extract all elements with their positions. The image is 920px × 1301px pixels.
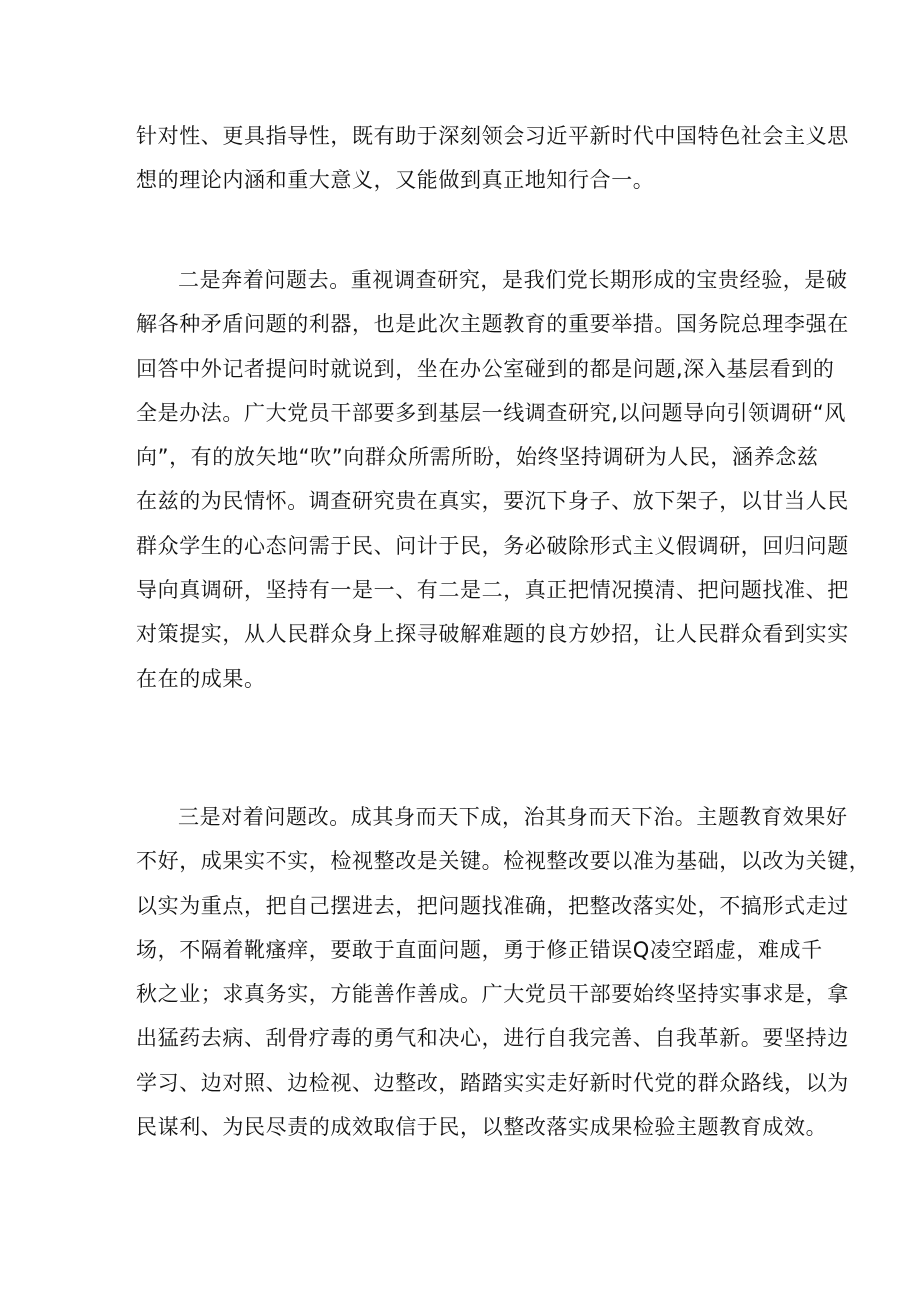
text-line: 解各种矛盾问题的利器，也是此次主题教育的重要举措。国务院总理李强在 bbox=[136, 312, 849, 337]
text-line: 在兹的为民情怀。调查研究贵在真实，要沉下身子、放下架子，以甘当人民 bbox=[136, 489, 849, 514]
text-line: 场，不隔着靴瘙痒，要敢于直面问题，勇于修正错误Q凌空蹈虚，难成千 bbox=[136, 937, 823, 962]
text-line: 学习、边对照、边检视、边整改，踏踏实实走好新时代党的群众路线，以为 bbox=[136, 1070, 849, 1095]
text-line: 秋之业；求真务实，方能善作善成。广大党员干部要始终坚持实事求是，拿 bbox=[136, 982, 849, 1007]
text-line: 导向真调研，坚持有一是一、有二是二，真正把情况摸清、把问题找准、把 bbox=[136, 578, 849, 603]
text-line: 在在的成果。 bbox=[136, 666, 266, 691]
text-line: 二是奔着问题去。重视调查研究，是我们党长期形成的宝贵经验，是破 bbox=[178, 268, 848, 292]
text-line: 以实为重点，把自己摆进去，把问题找准确，把整改落实处，不搞形式走过 bbox=[136, 893, 849, 918]
text-line: 出猛药去病、刮骨疗毒的勇气和决心，进行自我完善、自我革新。要坚持边 bbox=[136, 1026, 849, 1051]
text-line: 回答中外记者提问时就说到，坐在办公室碰到的都是问题,深入基层看到的 bbox=[136, 356, 835, 381]
text-line: 全是办法。广大党员干部要多到基层一线调查研究,以问题导向引领调研“风 bbox=[136, 400, 846, 425]
text-line: 针对性、更具指导性，既有助于深刻领会习近平新时代中国特色社会主义思 bbox=[136, 124, 849, 148]
text-line: 民谋利、为民尽责的成效取信于民，以整改落实成果检验主题教育成效。 bbox=[136, 1115, 828, 1140]
paragraph-continuation bbox=[136, 114, 849, 203]
text-line: 想的理论内涵和重大意义，又能做到真正地知行合一。 bbox=[136, 168, 655, 193]
paragraph-third-point bbox=[136, 795, 871, 1149]
paragraph-second-point bbox=[136, 258, 849, 701]
text-line: 对策提实，从人民群众身上探寻破解难题的良方妙招，让人民群众看到实实 bbox=[136, 622, 849, 647]
text-line: 三是对着问题改。成其身而天下成，治其身而天下治。主题教育效果好 bbox=[178, 805, 848, 829]
text-line: 群众学生的心态问需于民、问计于民，务必破除形式主义假调研，回归问题 bbox=[136, 533, 849, 558]
text-line: 不好，成果实不实，检视整改是关键。检视整改要以准为基础，以改为关键， bbox=[136, 849, 871, 874]
text-line: 向”，有的放矢地“吹”向群众所需所盼，始终坚持调研为人民，涵养念兹 bbox=[136, 445, 819, 470]
